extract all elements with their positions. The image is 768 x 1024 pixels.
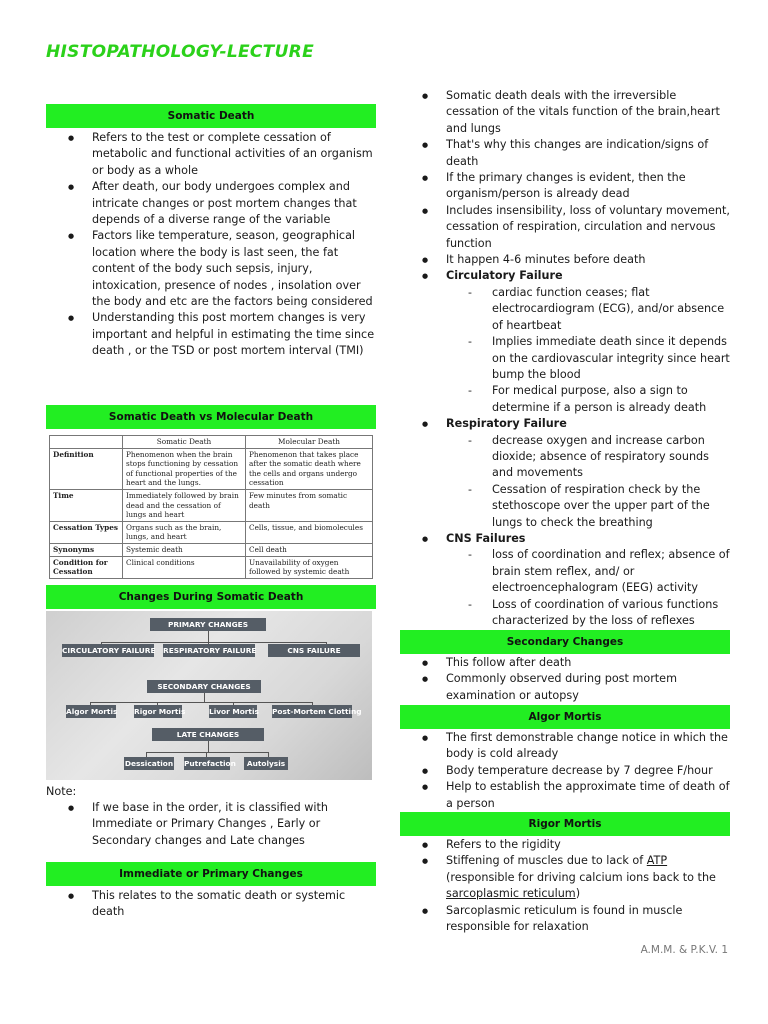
table-cell: Unavailability of oxygen followed by systemic death [246,556,373,578]
list-item: ● Refers to the test or complete cessation of metabolic and functional activities of an organism or body as a whole [46,130,376,179]
circulatory-sublist [446,285,730,416]
list-item-cns [400,531,730,629]
primary-changes-box: PRIMARY CHANGES [150,618,266,631]
note-label: Note: [46,785,77,798]
table-cell: Phenomenon that takes place after the somatic death where the cells and organs undergo cessation [246,448,373,489]
sub-item: - Cessation of respiration check by the stethoscope over the upper part of the lungs to check the breathing [446,482,730,531]
connector-line [101,642,326,643]
connector-line [146,752,268,753]
rigor-text: ) [575,887,581,901]
table-cell: Few minutes from somatic death [246,489,373,521]
section-header-secondary: Secondary Changes [400,630,730,654]
section-header-immediate: Immediate or Primary Changes [46,862,376,886]
circulatory-failure-label: Circulatory Failure [446,269,563,283]
list-item: ● Includes insensibility, loss of voluntary movement, cessation of respiration, circulation and nervous function [400,203,730,252]
cns-sublist [446,547,730,629]
secondary-changes-box: SECONDARY CHANGES [147,680,261,693]
table-cell: Condition for Cessation [50,556,123,578]
algor-mortis-box: Algor Mortis [66,707,118,716]
respiratory-sublist [446,433,730,531]
changes-diagram [46,611,372,780]
autolysis-box: Autolysis [244,757,288,770]
table-cell: Phenomenon when the brain stops functioning by cessation of functional properties of the heart and the lungs. [123,448,246,489]
list-item: ● It happen 4-6 minutes before death [400,252,730,268]
putrefaction-box: Putrefaction [184,759,236,768]
list-item [400,853,730,902]
table-cell: Cells, tissue, and biomolecules [246,521,373,543]
rigor-mortis-box: Rigor Mortis [134,707,186,716]
table-row [50,521,373,543]
list-item: ● Factors like temperature, season, geographical location where the body is last seen, the fat content of the body such sepsis, injury, intoxication, presence of nodes , insolation over the body and etc are the factors being considered [46,228,376,310]
table-row [50,543,373,556]
section-header-rigor: Rigor Mortis [400,812,730,836]
cns-failures-label: CNS Failures [446,531,526,545]
list-item: ● If we base in the order, it is classified with Immediate or Primary Changes , Early or Secondary changes and Late changes [46,800,376,849]
list-item: ● Understanding this post mortem changes is very important and helpful in estimating the time since death , or the TSD or post mortem interval (TMI) [46,310,376,359]
section-header-changes: Changes During Somatic Death [46,585,376,609]
table-cell: Immediately followed by brain dead and the cessation of lungs and heart [123,489,246,521]
sub-item: - decrease oxygen and increase carbon dioxide; absence of respiratory sounds and movements [446,433,730,482]
cns-failure-box: CNS FAILURE [268,644,360,657]
late-changes-box: LATE CHANGES [152,728,264,741]
respiratory-failure-label: Respiratory Failure [446,417,567,431]
table-header-cell: Molecular Death [246,436,373,449]
sarcoplasmic-reticulum-term: sarcoplasmic reticulum [446,887,576,901]
table-cell: Systemic death [123,543,246,556]
post-mortem-clotting-box: Post-Mortem Clotting [272,707,362,716]
list-item-respiratory [400,416,730,531]
connector-line [90,702,312,703]
list-item: ● The first demonstrable change notice in which the body is cold already [400,730,730,763]
table-cell: Cessation Types [50,521,123,543]
sub-item: - Loss of coordination of various functions characterized by the loss of reflexes [446,597,730,630]
list-item: ● After death, our body undergoes complex and intricate changes or post mortem changes that depends of a diverse range of the variable [46,179,376,228]
list-item: ● Commonly observed during post mortem examination or autopsy [400,671,730,704]
table-header-cell [50,436,123,449]
table-cell: Synonyms [50,543,123,556]
list-item: ● Body temperature decrease by 7 degree F/hour [400,763,730,779]
list-item: ● Sarcoplasmic reticulum is found in muscle responsible for relaxation [400,903,730,936]
secondary-list [400,655,730,704]
list-item: ● This follow after death [400,655,730,671]
table-row [50,489,373,521]
section-header-somatic-vs-molecular: Somatic Death vs Molecular Death [46,405,376,429]
table-cell: Definition [50,448,123,489]
table-cell: Clinical conditions [123,556,246,578]
atp-term: ATP [646,854,668,868]
table-cell: Time [50,489,123,521]
rigor-list [400,837,730,935]
algor-list [400,730,730,812]
list-item: ● Help to establish the approximate time of death of a person [400,779,730,812]
section-header-algor: Algor Mortis [400,705,730,729]
dessication-box: Dessication [124,759,174,768]
list-item: ● Somatic death deals with the irreversible cessation of the vitals function of the brain,heart and lungs [400,88,730,137]
table-row [50,556,373,578]
list-item: ● This relates to the somatic death or systemic death [46,888,376,921]
note-list [46,800,376,849]
list-item: ● If the primary changes is evident, then the organism/person is already dead [400,170,730,203]
table-cell: Organs such as the brain, lungs, and heart [123,521,246,543]
immediate-list [46,888,376,921]
comparison-table [49,435,373,579]
table-cell: Cell death [246,543,373,556]
list-item-circulatory [400,268,730,416]
table-row [50,448,373,489]
sub-item: - For medical purpose, also a sign to determine if a person is already death [446,383,730,416]
sub-item: - loss of coordination and reflex; absence of brain stem reflex, and/ or electroencephalogram (EEG) activity [446,547,730,596]
rigor-text: Stiffening of muscles due to lack of [446,854,647,868]
sub-item: - cardiac function ceases; flat electrocardiogram (ECG), and/or absence of heartbeat [446,285,730,334]
page-title: HISTOPATHOLOGY-LECTURE [46,42,314,62]
table-header-row [50,436,373,449]
rigor-text: (responsible for driving calcium ions back to the [446,870,716,884]
list-item: ● That's why this changes are indication/signs of death [400,137,730,170]
somatic-death-list [46,130,376,360]
respiratory-failure-box: RESPIRATORY FAILURE [163,646,257,655]
section-header-somatic-death: Somatic Death [46,104,376,128]
right-intro-list [400,88,730,629]
sub-item: - Implies immediate death since it depends on the cardiovascular integrity since heart bump the blood [446,334,730,383]
table-header-cell: Somatic Death [123,436,246,449]
list-item: ● Refers to the rigidity [400,837,730,853]
page-footer: A.M.M. & P.K.V. 1 [640,944,728,956]
circulatory-failure-box: CIRCULATORY FAILURE [62,646,156,655]
livor-mortis-box: Livor Mortis [209,707,259,716]
